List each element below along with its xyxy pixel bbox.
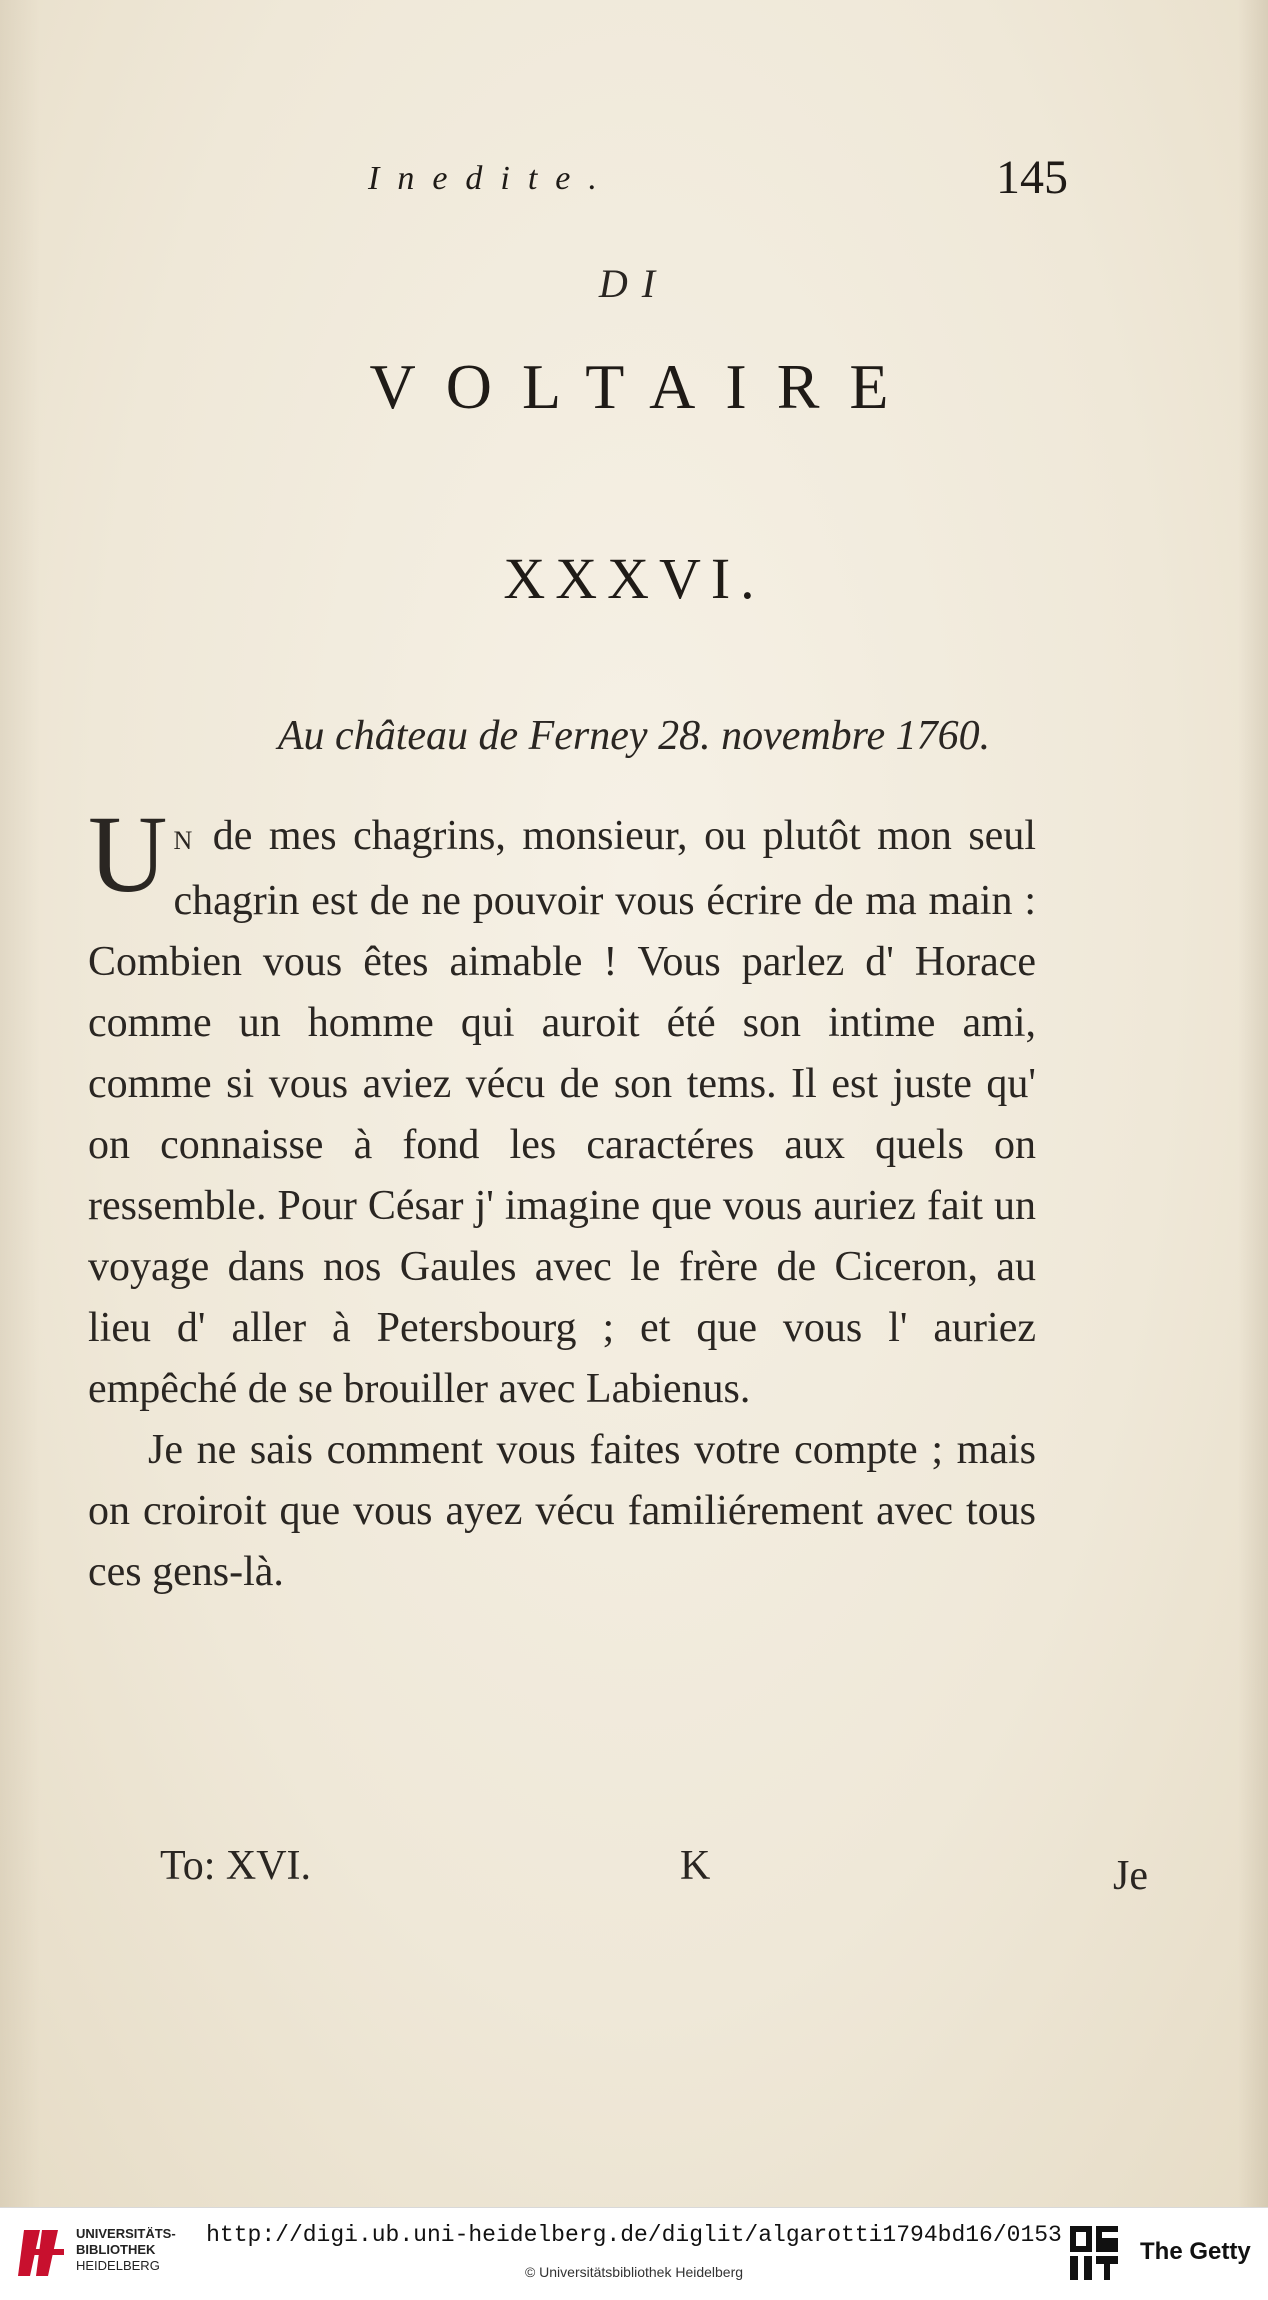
sheet-signature: K	[680, 1843, 711, 1889]
letter-body	[88, 793, 1036, 1603]
partner-name: The Getty	[1140, 2238, 1251, 2265]
letter-dateline: Au château de Ferney 28. novembre 1760.	[277, 713, 991, 759]
viewer-footer	[0, 2207, 1268, 2300]
author-title: VOLTAIRE	[369, 351, 919, 422]
page-number: 145	[996, 151, 1068, 204]
catchword: Je	[1113, 1853, 1148, 1899]
letter-number: XXXVI.	[503, 546, 765, 611]
signature-line	[160, 1842, 1148, 1902]
paragraph-2: Je ne sais comment vous faites votre compte ; mais on croiroit que vous ayez vécu familiérement avec tous ces gens-là.	[88, 1427, 1036, 1595]
title-di: DI	[598, 261, 670, 306]
gutter-shadow	[0, 0, 40, 2207]
running-head: Inedite.	[368, 160, 615, 197]
page-edge-shadow	[1238, 0, 1268, 2207]
volume-signature: To: XVI.	[160, 1843, 312, 1889]
page-header	[368, 150, 1068, 210]
copyright-notice: © Universitätsbibliothek Heidelberg	[524, 2264, 744, 2280]
getty-logo-icon[interactable]	[1068, 2224, 1120, 2282]
paragraph-1	[88, 793, 1036, 1420]
drop-cap: U	[88, 793, 168, 915]
paragraph-1-text: de mes chagrins, monsieur, ou plutôt mon seul chagrin est de ne pouvoir vous écrire de ma main : Combien vous êtes aimable ! Vous parlez d' Horace comme un homme qui auroit été son intime ami, comme si vous aviez vécu de son tems. Il est juste qu' on connaisse à fond les caractéres aux quels on ressemble. Pour César j' imagine que vous auriez fait un voyage dans nos Gaules avec le frère de Ciceron, au lieu d' aller à Petersbourg ; et que vous l' auriez empêché de se brouiller avec Labienus.	[88, 813, 1036, 1412]
library-name: UNIVERSITÄTS- BIBLIOTHEK HEIDELBERG	[76, 2226, 176, 2273]
permalink-url[interactable]: http://digi.ub.uni-heidelberg.de/diglit/algarotti1794bd16/0153	[206, 2222, 1062, 2248]
first-word-rest: N	[173, 826, 197, 855]
